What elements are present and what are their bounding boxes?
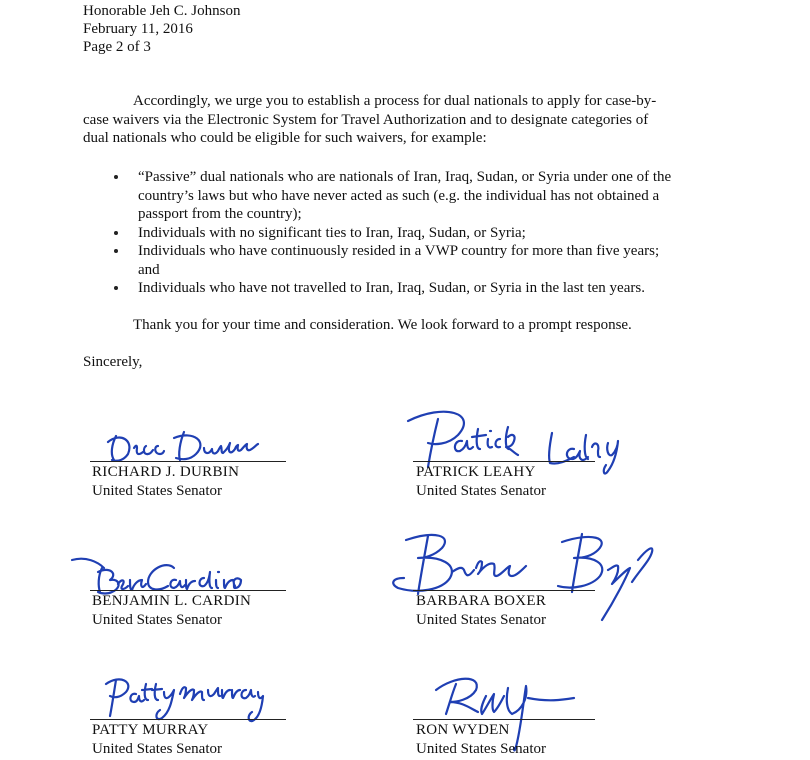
- signature-line: [90, 461, 286, 462]
- paragraph-line: dual nationals who could be eligible for such waivers, for example:: [83, 130, 487, 146]
- bullet-icon: [114, 286, 118, 290]
- signatory-title: United States Senator: [416, 612, 546, 628]
- signatory-title: United States Senator: [92, 612, 222, 628]
- list-item-line: Individuals who have not travelled to Iran, Iraq, Sudan, or Syria in the last ten years.: [138, 280, 645, 296]
- recipient: Honorable Jeh C. Johnson: [83, 3, 241, 19]
- list-item-line: country’s laws but who have never acted as such (e.g. the individual has not obtained a: [138, 187, 660, 204]
- signature-durbin: [100, 420, 270, 465]
- list-item: [113, 279, 733, 298]
- list-item-line: Individuals who have continuously resided in a VWP country for more than five years;: [138, 243, 660, 259]
- signatory-name: PATRICK LEAHY: [416, 464, 536, 480]
- list-item-line: Individuals with no significant ties to Iran, Iraq, Sudan, or Syria;: [138, 224, 526, 241]
- intro-paragraph: [83, 92, 708, 148]
- bullet-icon: [114, 249, 118, 253]
- paragraph-line: case waivers via the Electronic System for Travel Authorization and to designate categories of: [83, 111, 649, 128]
- signature-line: [413, 461, 595, 462]
- signature-line: [413, 590, 595, 591]
- signatory-name: RON WYDEN: [416, 722, 510, 738]
- signatory-name: PATTY MURRAY: [92, 722, 209, 738]
- list-item: [113, 168, 733, 224]
- waiver-category-list: [113, 168, 733, 298]
- signature-line: [90, 719, 286, 720]
- signatory-title: United States Senator: [416, 483, 546, 499]
- signatory-name: RICHARD J. DURBIN: [92, 464, 240, 480]
- signatory-title: United States Senator: [92, 741, 222, 757]
- closing: Sincerely,: [83, 354, 143, 370]
- bullet-icon: [114, 175, 118, 179]
- list-item-line: “Passive” dual nationals who are nationals of Iran, Iraq, Sudan, or Syria under one of the: [138, 169, 672, 185]
- list-item-line: and: [138, 261, 160, 278]
- signatory-name: BENJAMIN L. CARDIN: [92, 593, 252, 609]
- signature-line: [413, 719, 595, 720]
- signatory-title: United States Senator: [92, 483, 222, 499]
- signatory-name: BARBARA BOXER: [416, 593, 547, 609]
- letter-header: [83, 2, 241, 56]
- thanks-sentence: Thank you for your time and consideration. We look forward to a prompt response.: [133, 317, 632, 333]
- list-item-line: passport from the country);: [138, 206, 302, 222]
- list-item: [113, 242, 733, 279]
- signatory-title: United States Senator: [416, 741, 546, 757]
- paragraph-line: Accordingly, we urge you to establish a process for dual nationals to apply for case-by-: [133, 93, 657, 109]
- bullet-icon: [114, 231, 118, 235]
- signature-line: [90, 590, 286, 591]
- list-item: [113, 224, 733, 243]
- letter-date: February 11, 2016: [83, 21, 193, 37]
- page-number: Page 2 of 3: [83, 39, 151, 55]
